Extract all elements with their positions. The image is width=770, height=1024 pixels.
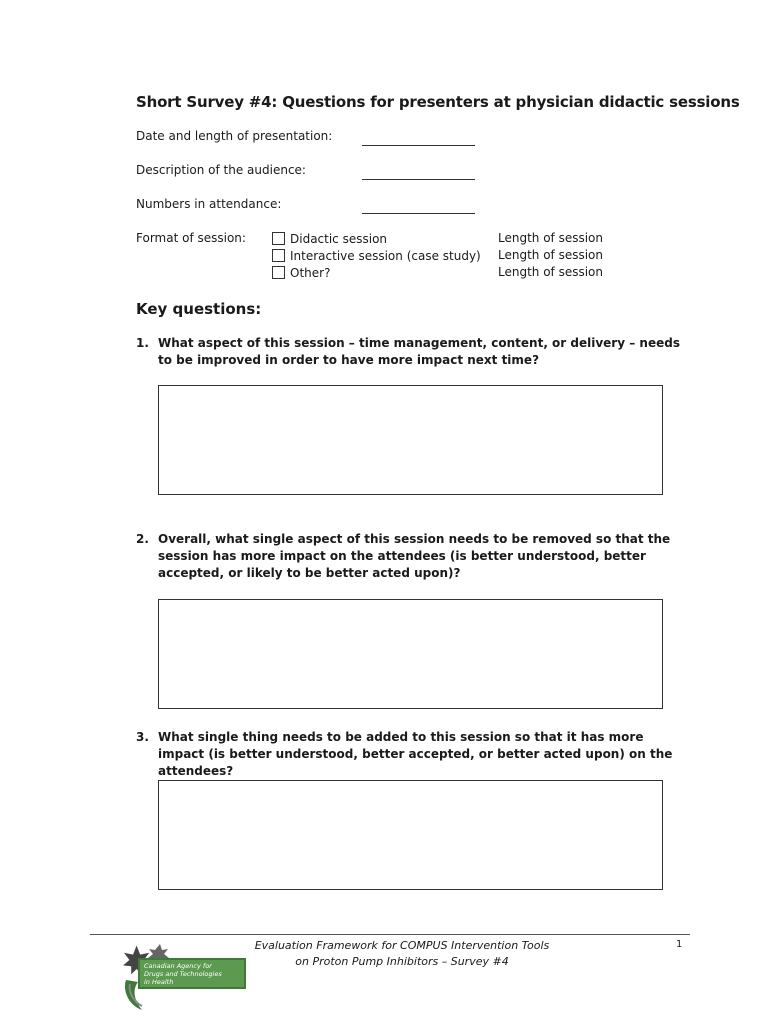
audience-blank[interactable] [362, 179, 475, 180]
format-option-didactic[interactable] [272, 230, 387, 247]
option-label: Other? [290, 265, 331, 280]
answer-box-2[interactable] [158, 599, 663, 709]
logo-text: Canadian Agency for [144, 962, 212, 970]
checkbox-other[interactable] [272, 266, 285, 279]
page-title: Short Survey #4: Questions for presenters at physician didactic sessions [136, 93, 740, 111]
answer-box-3[interactable] [158, 780, 663, 890]
question-text: What aspect of this session – time management, content, or delivery – needs to be improved in order to have more impact next time? [158, 336, 680, 367]
cadth-logo [120, 940, 250, 1012]
checkbox-interactive[interactable] [272, 249, 285, 262]
length-of-session-label: Length of session [498, 248, 604, 262]
footer-line-1: Evaluation Framework for COMPUS Intervention Tools [254, 939, 550, 952]
question-number: 3. [136, 730, 149, 744]
length-of-session-label: Length of session [498, 231, 604, 245]
question-text: Overall, what single aspect of this session needs to be removed so that the session has more impact on the attendees (is better understood, better accepted, or likely to be better acted upon)? [158, 532, 671, 580]
date-length-label: Date and length of presentation: [136, 129, 333, 143]
answer-box-1[interactable] [158, 385, 663, 495]
option-label: Interactive session (case study) [290, 248, 481, 263]
page-number: 1 [676, 939, 683, 950]
logo-text: Drugs and Technologies [144, 970, 222, 978]
format-label: Format of session: [136, 231, 246, 245]
date-length-blank[interactable] [362, 145, 475, 146]
footer-rule [90, 934, 690, 935]
attendance-blank[interactable] [362, 213, 475, 214]
format-option-interactive[interactable] [272, 247, 481, 264]
audience-label: Description of the audience: [136, 163, 306, 177]
question-text: What single thing needs to be added to this session so that it has more impact (is better understood, better accepted, or better acted upon) on the attendees? [158, 730, 673, 778]
footer-line-2: on Proton Pump Inhibitors – Survey #4 [295, 955, 509, 968]
format-option-other[interactable] [272, 264, 330, 281]
attendance-label: Numbers in attendance: [136, 197, 282, 211]
length-of-session-label: Length of session [498, 265, 604, 279]
option-label: Didactic session [290, 231, 388, 246]
question-number: 1. [136, 336, 149, 350]
question-number: 2. [136, 532, 149, 546]
logo-text: in Health [144, 978, 174, 986]
key-questions-heading: Key questions: [136, 300, 262, 318]
checkbox-didactic[interactable] [272, 232, 285, 245]
